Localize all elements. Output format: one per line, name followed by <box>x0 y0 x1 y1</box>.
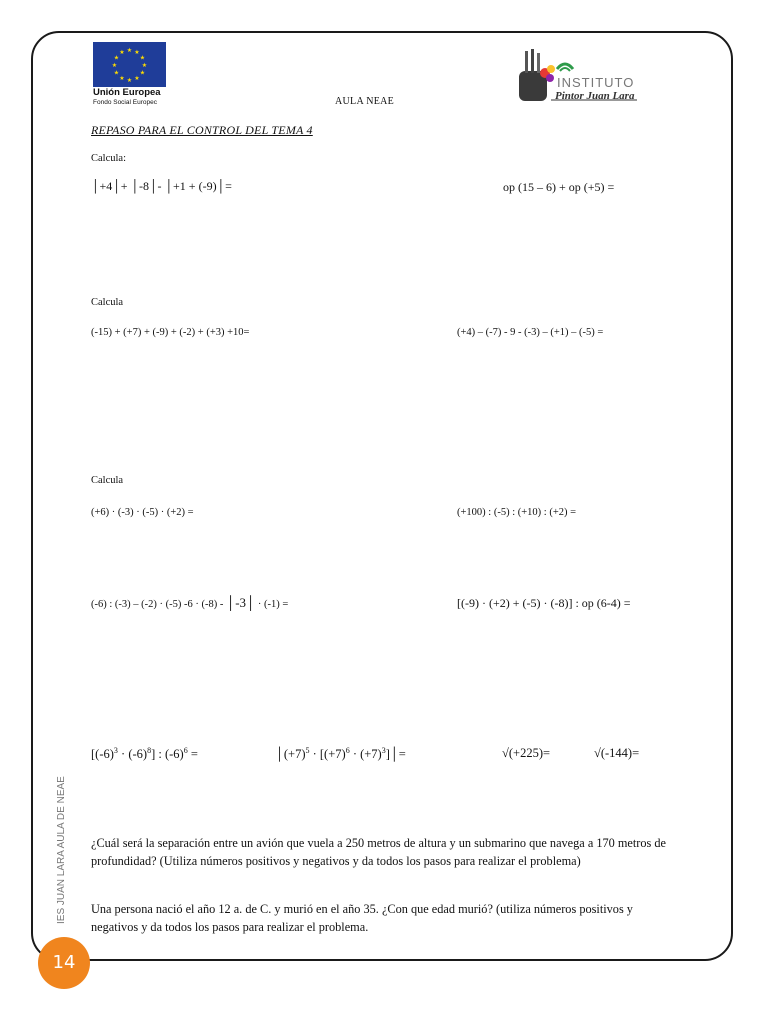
svg-text:★: ★ <box>126 77 133 84</box>
e1-part: = <box>187 747 198 762</box>
document-title: REPASO PARA EL CONTROL DEL TEMA 4 <box>91 123 313 137</box>
e2-part: ]│= <box>385 747 406 762</box>
eu-flag-logo <box>93 42 166 87</box>
svg-text:★: ★ <box>134 75 140 82</box>
eu-sublabel: Fondo Social Europec <box>93 99 157 106</box>
svg-text:★: ★ <box>119 49 125 56</box>
word-problem-2: Una persona nació el año 12 a. de C. y murió en el año 35. ¿Con que edad murió? (utiliza números positivos y negativos y da todos los pasos para realizar el problema. <box>91 902 633 934</box>
section1-label: Calcula: <box>91 153 126 164</box>
e1-exponent: 8 <box>147 746 152 755</box>
section3-right-expression: (+100) : (-5) : (+10) : (+2) = <box>457 507 577 518</box>
powers-expression-1 <box>91 746 198 762</box>
svg-text:★: ★ <box>139 54 146 62</box>
section4-right-expression: [(-9) · (+2) + (-5) · (-8)] : op (6-4) = <box>457 596 631 610</box>
e2-exponent: 5 <box>305 746 310 755</box>
svg-text:★: ★ <box>126 47 133 54</box>
page-border <box>31 31 733 961</box>
section2-left-expression: (-15) + (+7) + (-9) + (-2) + (+3) +10= <box>91 327 250 338</box>
powers-expression-2 <box>275 746 406 762</box>
e2-exponent: 3 <box>381 746 386 755</box>
section2-label: Calcula <box>91 297 124 308</box>
svg-text:★: ★ <box>113 69 120 77</box>
e2-part: · [(+7) <box>309 747 346 762</box>
section3-label: Calcula <box>91 475 124 486</box>
e1-part: [(-6) <box>91 747 114 762</box>
section4-left-abs-value: │-3│ <box>225 595 256 610</box>
section4-left-part-c: · (-1) = <box>255 599 289 610</box>
school-name-bottom: Pintor Juan Lara <box>555 90 635 102</box>
side-footer-text: IES JUAN LARA AULA DE NEAE <box>56 776 67 924</box>
e2-exponent: 6 <box>345 746 350 755</box>
section1-left-expression: │+4│+ │-8│- │+1 + (-9)│= <box>91 179 232 193</box>
header-center-text: AULA NEAE <box>335 96 395 107</box>
svg-text:★: ★ <box>113 54 120 62</box>
e2-part: · (+7) <box>349 747 382 762</box>
e2-part: │(+7) <box>275 747 306 762</box>
section2-right-expression: (+4) – (-7) - 9 - (-3) – (+1) – (-5) = <box>457 327 604 338</box>
page-number-badge: 14 <box>38 937 90 989</box>
school-logo <box>517 47 652 107</box>
svg-text:★: ★ <box>111 62 118 69</box>
e1-exponent: 6 <box>183 746 188 755</box>
svg-text:★: ★ <box>119 75 125 82</box>
sqrt-expression-2: √(-144)= <box>594 746 640 760</box>
sqrt-expression-1: √(+225)= <box>502 746 551 760</box>
e1-exponent: 3 <box>113 746 118 755</box>
eu-label: Unión Europea <box>93 87 161 98</box>
school-name-top: INSTITUTO <box>557 75 635 90</box>
section4-left-part-a: (-6) : (-3) – (-2) · (-5) -6 · (-8) - <box>91 599 226 610</box>
section3-left-expression: (+6) · (-3) · (-5) · (+2) = <box>91 507 194 518</box>
svg-text:★: ★ <box>141 62 148 69</box>
e1-part: · (-6) <box>117 747 148 762</box>
svg-text:★: ★ <box>139 69 146 77</box>
section1-right-expression: op (15 – 6) + op (+5) = <box>503 180 615 194</box>
section4-left-expression <box>91 595 288 611</box>
svg-text:★: ★ <box>134 49 140 56</box>
e1-part: ] : (-6) <box>151 747 184 762</box>
word-problem-1: ¿Cuál será la separación entre un avión que vuela a 250 metros de altura y un submarino que navega a 170 metros de profundidad? (Utiliza números positivos y negativos y da todos los pasos para realizar el problema) <box>91 836 667 868</box>
